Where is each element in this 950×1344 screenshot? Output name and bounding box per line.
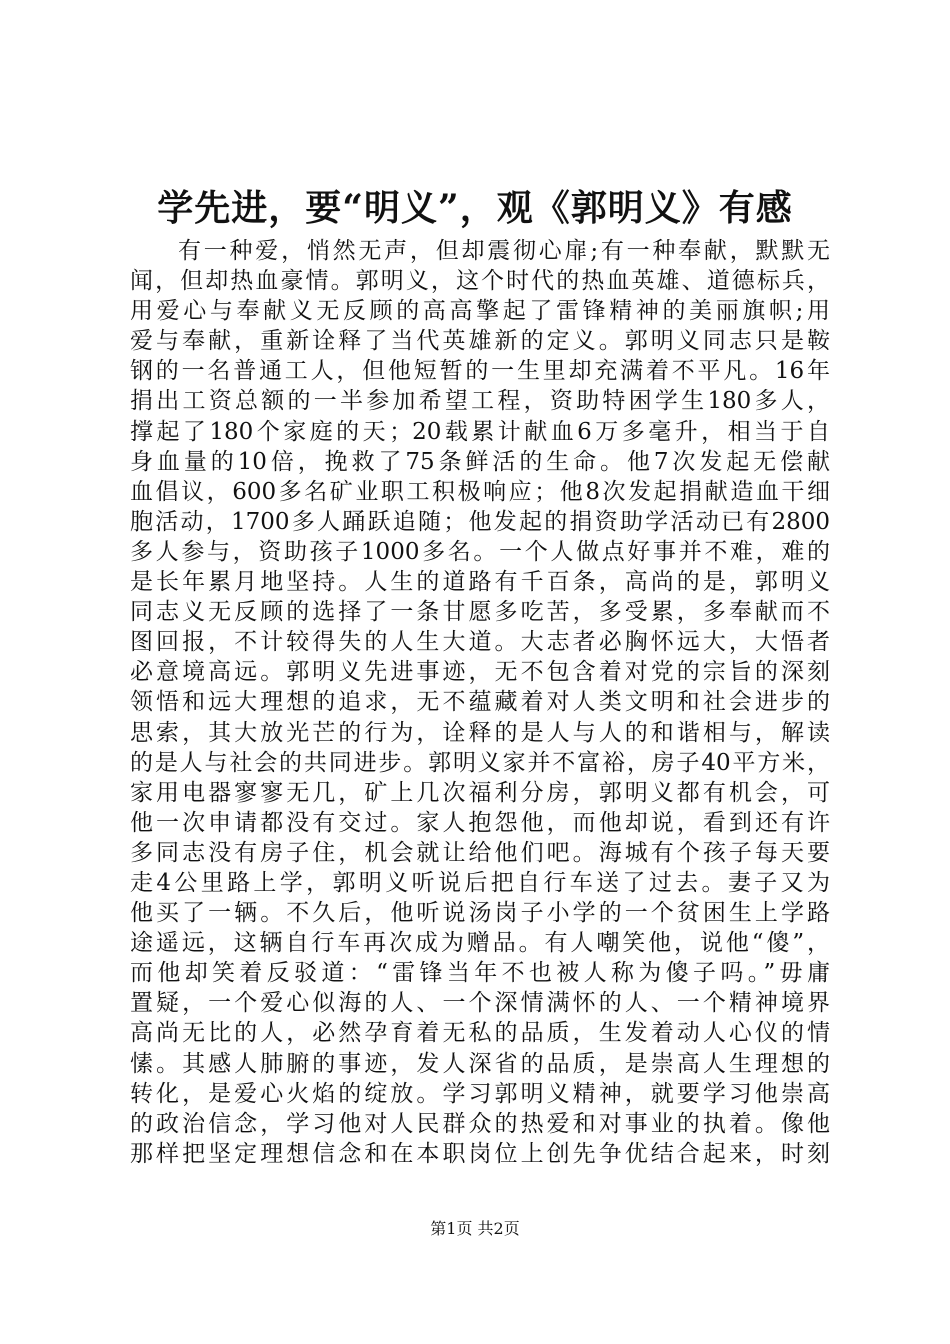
paragraph-line: 多人参与，资助孩子1000多名。一个人做点好事并不难，难的 xyxy=(130,538,830,565)
paragraph-line: 领悟和远大理想的追求，无不蕴藏着对人类文明和社会进步的 xyxy=(130,689,830,716)
page-title: 学先进，要“明义”，观《郭明义》有感 xyxy=(157,187,793,229)
paragraph-line: 家用电器寥寥无几，矿上几次福利分房，郭明义都有机会，可 xyxy=(130,779,830,806)
paragraph-line: 撑起了180个家庭的天；20载累计献血6万多毫升，相当于自 xyxy=(130,418,830,445)
paragraph-line: 思索，其大放光芒的行为，诠释的是人与人的和谐相与，解读 xyxy=(130,719,830,746)
paragraph-line: 转化，是爱心火焰的绽放。学习郭明义精神，就要学习他崇高 xyxy=(130,1080,830,1107)
paragraph-line: 而他却笑着反驳道：“雷锋当年不也被人称为傻子吗。”毋庸 xyxy=(130,960,830,987)
paragraph-line: 置疑，一个爱心似海的人、一个深情满怀的人、一个精神境界 xyxy=(130,990,830,1017)
paragraph-line: 闻，但却热血豪情。郭明义，这个时代的热血英雄、道德标兵， xyxy=(130,268,830,295)
paragraph-line: 的是人与社会的共同进步。郭明义家并不富裕，房子40平方米， xyxy=(130,749,830,776)
paragraph-line: 那样把坚定理想信念和在本职岗位上创先争优结合起来，时刻 xyxy=(130,1140,830,1167)
paragraph-line: 有一种爱，悄然无声，但却震彻心扉;有一种奉献，默默无 xyxy=(178,238,830,264)
paragraph-line: 同志义无反顾的选择了一条甘愿多吃苦，多受累，多奉献而不 xyxy=(130,599,830,626)
paragraph-line: 途遥远，这辆自行车再次成为赠品。有人嘲笑他，说他“傻”， xyxy=(130,930,830,957)
paragraph-line: 愫。其感人肺腑的事迹，发人深省的品质，是崇高人生理想的 xyxy=(130,1050,830,1077)
paragraph-line: 血倡议，600多名矿业职工积极响应；他8次发起捐献造血干细 xyxy=(130,478,830,505)
article-body xyxy=(130,236,830,1169)
paragraph-line: 多同志没有房子住，机会就让给他们吧。海城有个孩子每天要 xyxy=(130,839,830,866)
paragraph-line: 他买了一辆。不久后，他听说汤岗子小学的一个贫困生上学路 xyxy=(130,900,830,927)
paragraph-line: 他一次申请都没有交过。家人抱怨他，而他却说，看到还有许 xyxy=(130,809,830,836)
paragraph-line: 钢的一名普通工人，但他短暂的一生里却充满着不平凡。16年 xyxy=(130,358,830,385)
paragraph-line: 高尚无比的人，必然孕育着无私的品质，生发着动人心仪的情 xyxy=(130,1020,830,1047)
paragraph-line: 必意境高远。郭明义先进事迹，无不包含着对党的宗旨的深刻 xyxy=(130,659,830,686)
paragraph-line: 走4公里路上学，郭明义听说后把自行车送了过去。妻子又为 xyxy=(130,869,830,896)
paragraph-line: 的政治信念，学习他对人民群众的热爱和对事业的执着。像他 xyxy=(130,1110,830,1137)
paragraph-line: 捐出工资总额的一半参加希望工程，资助特困学生180多人， xyxy=(130,388,830,415)
paragraph-line: 胞活动，1700多人踊跃追随；他发起的捐资助学活动已有2800 xyxy=(130,508,830,535)
paragraph-line: 是长年累月地坚持。人生的道路有千百条，高尚的是，郭明义 xyxy=(130,569,830,596)
paragraph-line: 图回报，不计较得失的人生大道。大志者必胸怀远大，大悟者 xyxy=(130,629,830,656)
paragraph-line: 身血量的10倍，挽救了75条鲜活的生命。他7次发起无偿献 xyxy=(130,448,830,475)
page-footer: 第1页 共2页 xyxy=(430,1219,520,1238)
paragraph-line: 用爱心与奉献义无反顾的高高擎起了雷锋精神的美丽旗帜;用 xyxy=(130,298,830,325)
paragraph-line: 爱与奉献，重新诠释了当代英雄新的定义。郭明义同志只是鞍 xyxy=(130,328,830,355)
